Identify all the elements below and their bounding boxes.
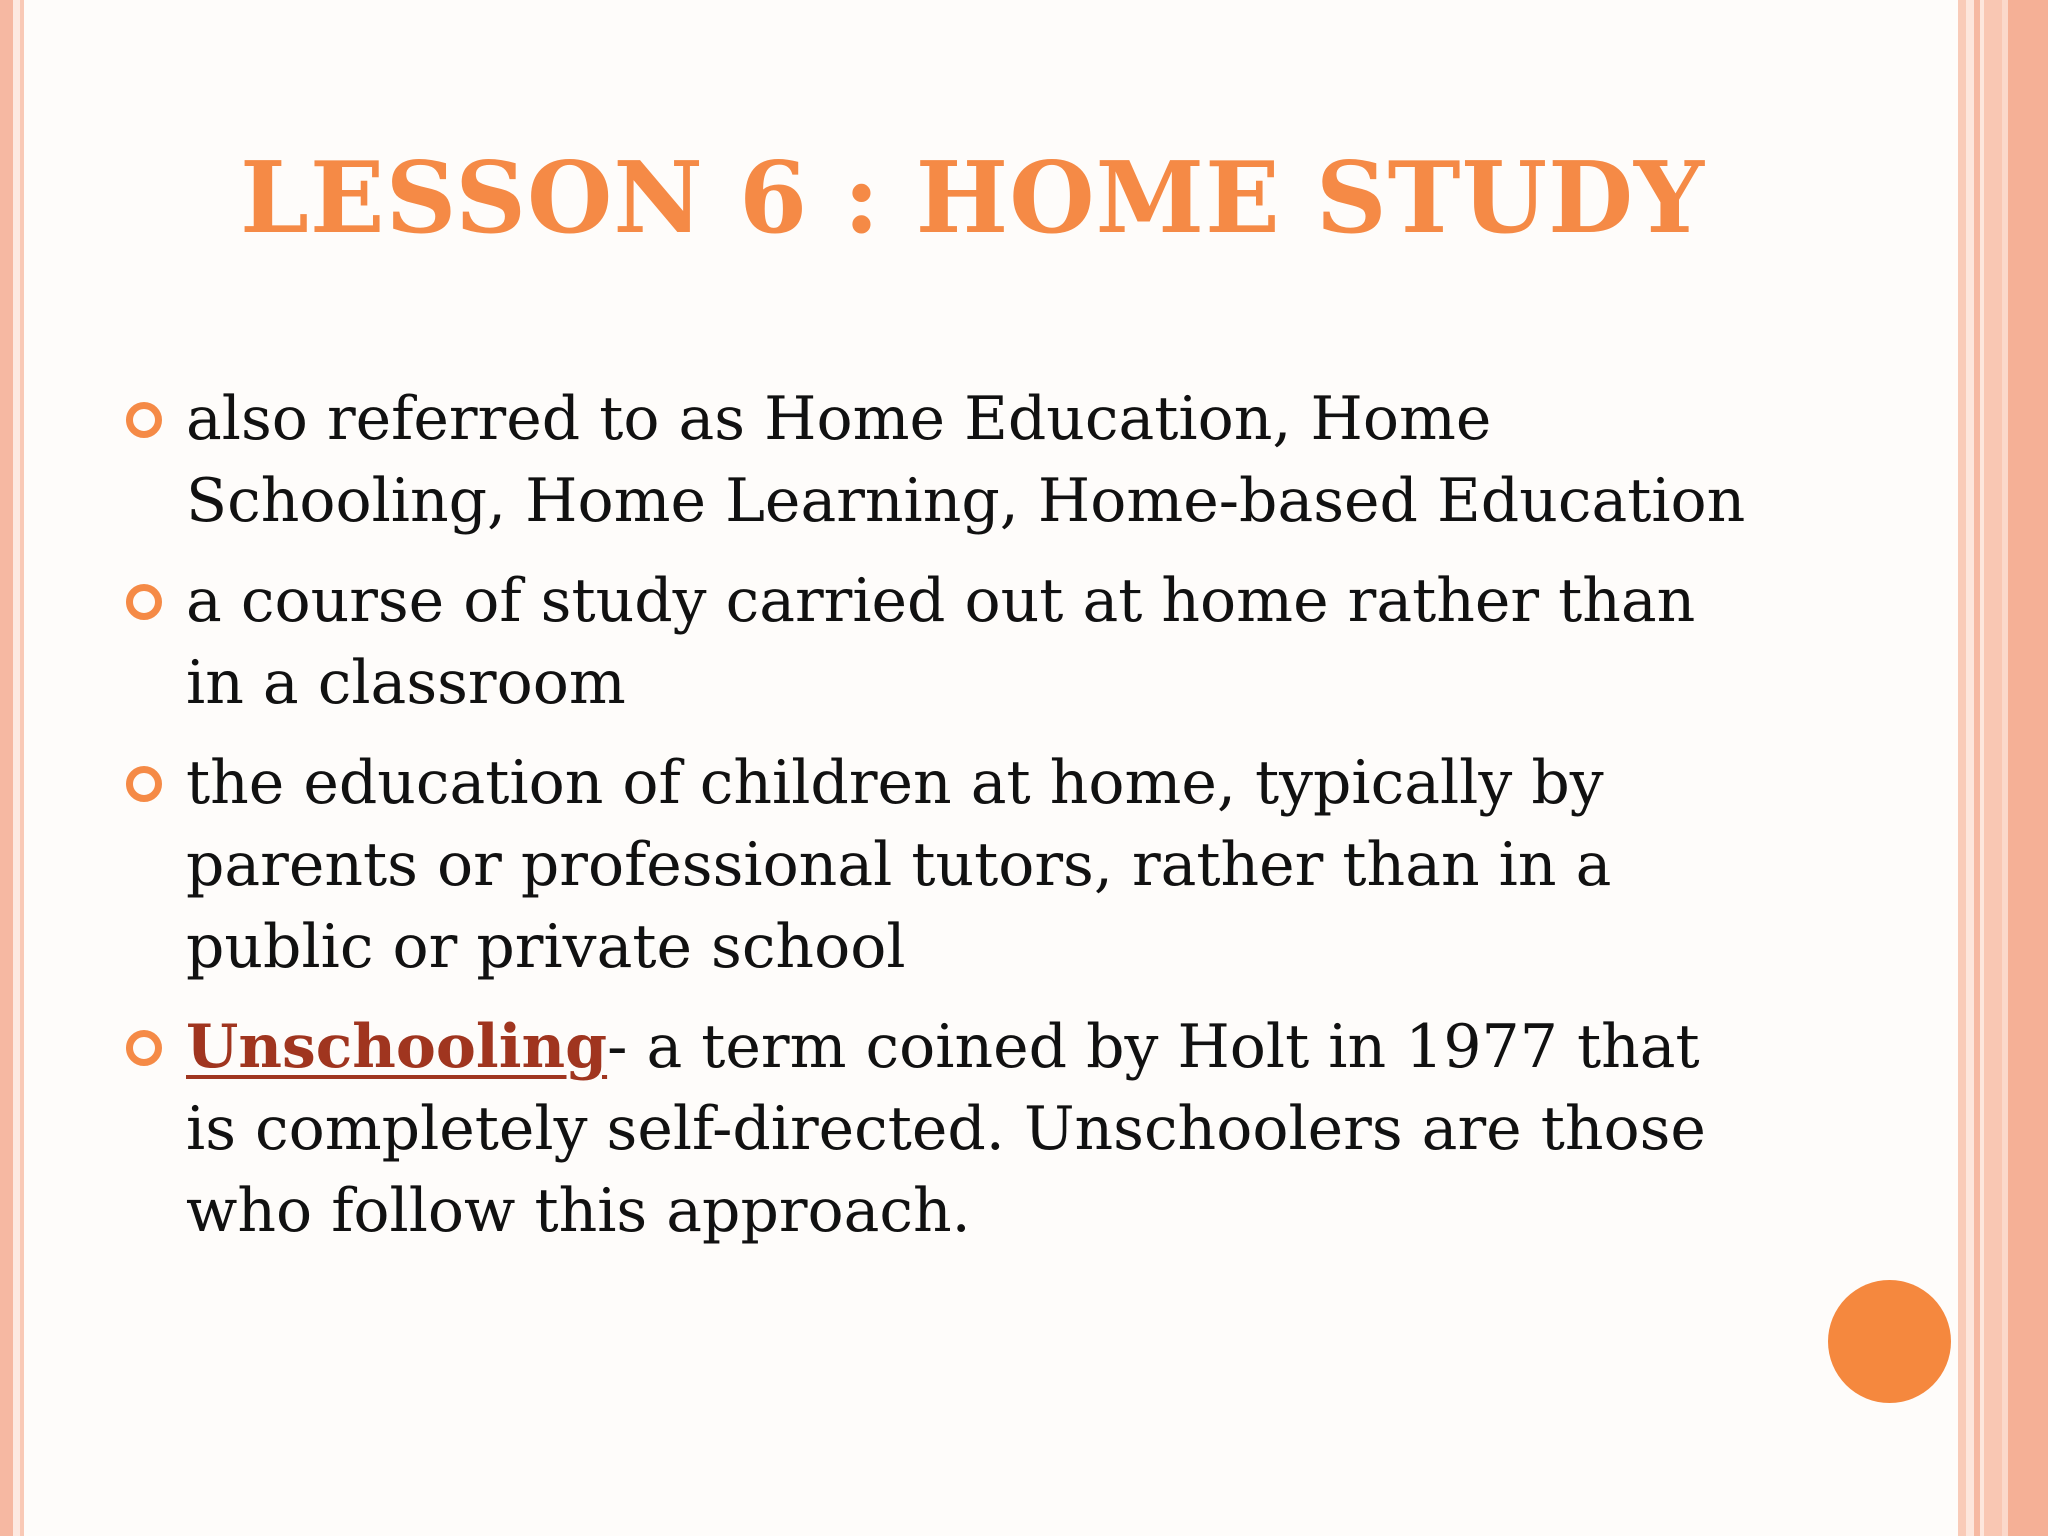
bullet-item xyxy=(126,560,1766,724)
orange-circle-icon xyxy=(1828,1280,1951,1403)
left-border-stripe xyxy=(0,0,13,1536)
hollow-circle-bullet-icon xyxy=(126,584,162,620)
right-border-stripe xyxy=(2008,0,2048,1536)
bullet-list xyxy=(126,378,1766,1270)
bullet-text: the education of children at home, typically by parents or professional tutors, rather than in a public or private school xyxy=(186,748,1612,982)
left-border-gap xyxy=(13,0,20,1536)
right-border-stripe xyxy=(1958,0,1966,1536)
hollow-circle-bullet-icon xyxy=(126,766,162,802)
right-border-stripe xyxy=(1984,0,2002,1536)
bullet-text: also referred to as Home Education, Home Schooling, Home Learning, Home-based Education xyxy=(186,384,1746,536)
slide-title: LESSON 6 : HOME STUDY xyxy=(240,141,1706,256)
unschooling-link[interactable]: Unschooling xyxy=(186,1012,608,1082)
bullet-text: - a term coined by Holt in 1977 that is completely self-directed. Unschoolers are those who follow this approach. xyxy=(186,1012,1706,1246)
bullet-item xyxy=(126,742,1766,988)
hollow-circle-bullet-icon xyxy=(126,402,162,438)
left-border-inner-stripe xyxy=(20,0,24,1536)
bullet-text: a course of study carried out at home rather than in a classroom xyxy=(186,566,1696,718)
right-border-stripe xyxy=(1966,0,1974,1536)
bullet-item xyxy=(126,1006,1766,1252)
bullet-item xyxy=(126,378,1766,542)
hollow-circle-bullet-icon xyxy=(126,1030,162,1066)
